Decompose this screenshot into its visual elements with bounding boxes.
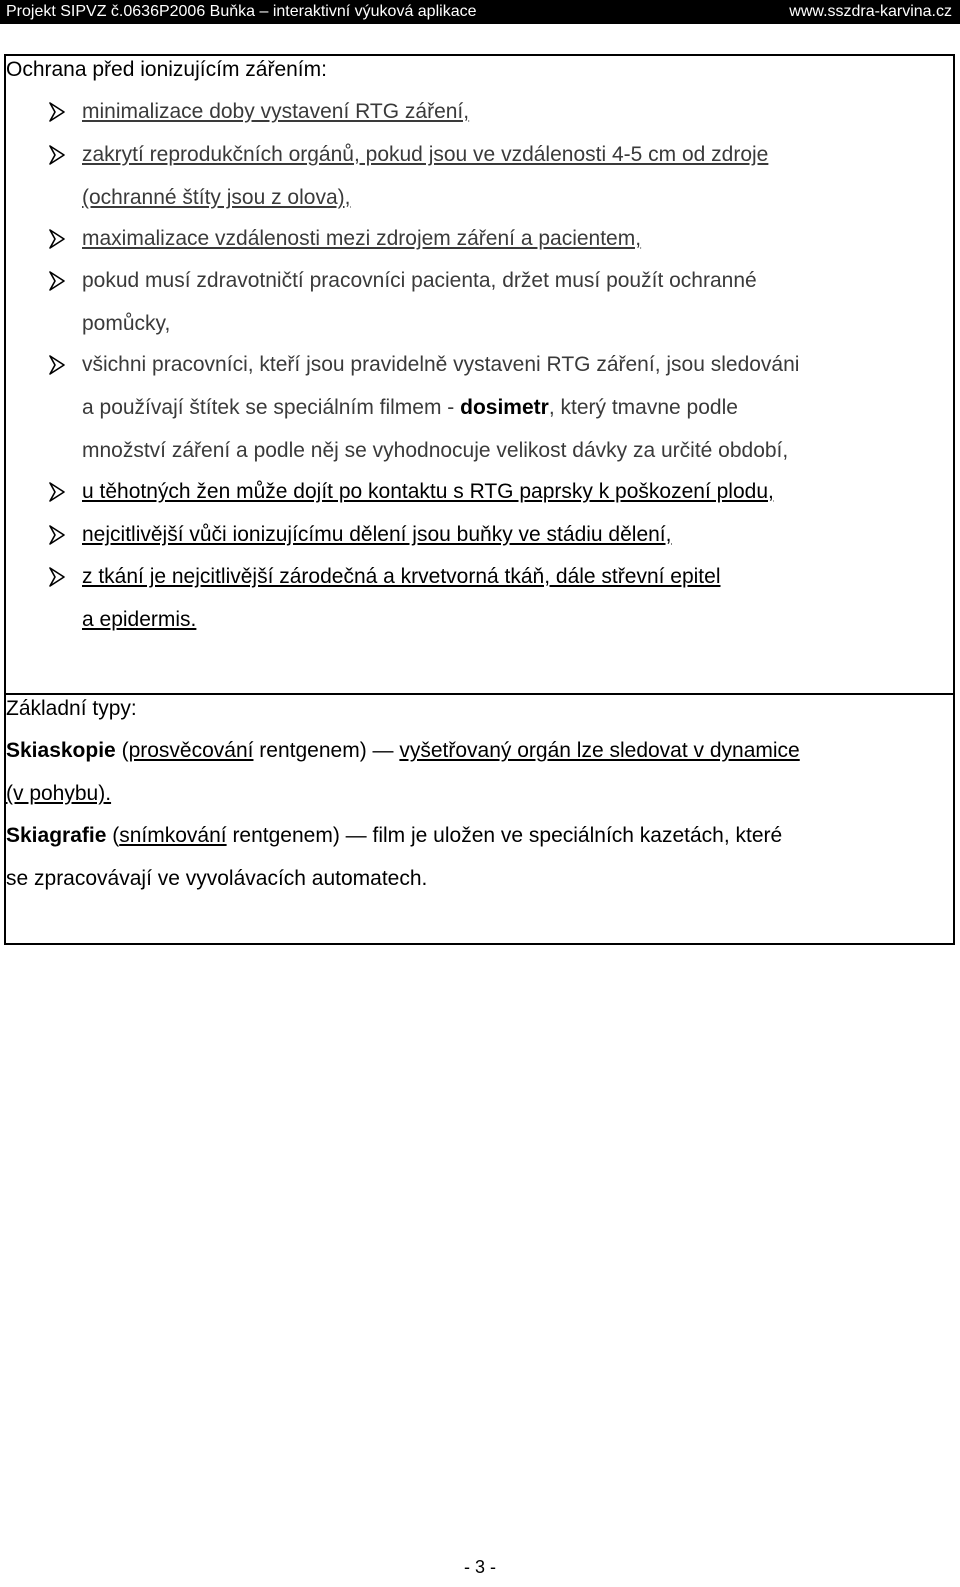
list-item-text: pomůcky, xyxy=(82,312,171,335)
list-item xyxy=(82,217,942,260)
section-title-types: Základní typy: xyxy=(6,697,137,720)
list-item-text: (ochranné štíty jsou z olova), xyxy=(82,186,351,209)
list-item-text: , který tmavne podle xyxy=(548,396,738,419)
list-item-text: pokud musí zdravotničtí pracovníci pacienta, držet musí použít ochranné xyxy=(82,269,757,292)
paragraph-text: ( xyxy=(115,739,129,762)
section-title-protection: Ochrana před ionizujícím zářením: xyxy=(6,58,327,81)
list-item-text: zakrytí reprodukčních orgánů, pokud jsou ve vzdálenosti 4-5 cm od zdroje xyxy=(82,143,769,166)
page-header xyxy=(0,0,960,24)
skiaskopie-paragraph xyxy=(6,729,800,772)
list-item-text: a epidermis. xyxy=(82,608,197,631)
list-item xyxy=(82,259,942,345)
list-item-text: a používají štítek se speciálním filmem - xyxy=(82,396,461,419)
paragraph-text: (v pohybu). xyxy=(6,782,112,805)
paragraph-text: ( xyxy=(106,824,120,847)
skiaskopie-term: Skiaskopie xyxy=(6,739,116,762)
list-item-text-dosimeter xyxy=(82,386,942,429)
list-item-text: množství záření a podle něj se vyhodnocuje velikost dávky za určité období, xyxy=(82,439,789,462)
list-item xyxy=(82,133,942,219)
paragraph-text: se zpracovávají ve vyvolávacích automatech. xyxy=(6,867,428,890)
list-item xyxy=(82,513,942,556)
list-item-text: minimalizace doby vystavení RTG záření, xyxy=(82,100,470,123)
header-project-title: Projekt SIPVZ č.0636P2006 Buňka – interaktivní výuková aplikace xyxy=(6,3,477,20)
header-website: www.sszdra-karvina.cz xyxy=(789,3,952,20)
list-item xyxy=(82,90,942,133)
list-item xyxy=(82,555,942,641)
snimkovani-term: snímkování xyxy=(119,824,227,847)
prosvecovani-term: prosvěcování xyxy=(128,739,254,762)
paragraph-text: rentgenem) — film je uložen ve speciálních kazetách, které xyxy=(226,824,783,847)
list-item xyxy=(82,343,942,472)
arrow-bullet-icon xyxy=(48,482,66,502)
arrow-bullet-icon xyxy=(48,355,66,375)
list-item-text: všichni pracovníci, kteří jsou pravidelně vystaveni RTG záření, jsou sledováni xyxy=(82,353,800,376)
arrow-bullet-icon xyxy=(48,145,66,165)
paragraph-text: rentgenem) — xyxy=(253,739,400,762)
arrow-bullet-icon xyxy=(48,229,66,249)
list-item-text: nejcitlivější vůči ionizujícímu dělení jsou buňky ve stádiu dělení, xyxy=(82,523,672,546)
skiagrafie-term: Skiagrafie xyxy=(6,824,107,847)
list-item xyxy=(82,470,942,513)
list-item-text: u těhotných žen může dojít po kontaktu s RTG paprsky k poškození plodu, xyxy=(82,480,774,503)
list-item-text: z tkání je nejcitlivější zárodečná a krvetvorná tkáň, dále střevní epitel xyxy=(82,565,721,588)
dosimeter-term: dosimetr xyxy=(460,396,549,419)
paragraph-text: vyšetřovaný orgán lze sledovat v dynamice xyxy=(399,739,800,762)
list-item-text: maximalizace vzdálenosti mezi zdrojem záření a pacientem, xyxy=(82,227,642,250)
arrow-bullet-icon xyxy=(48,525,66,545)
arrow-bullet-icon xyxy=(48,567,66,587)
arrow-bullet-icon xyxy=(48,271,66,291)
skiagrafie-paragraph xyxy=(6,814,782,857)
page-number: - 3 - xyxy=(463,1557,496,1577)
arrow-bullet-icon xyxy=(48,102,66,122)
